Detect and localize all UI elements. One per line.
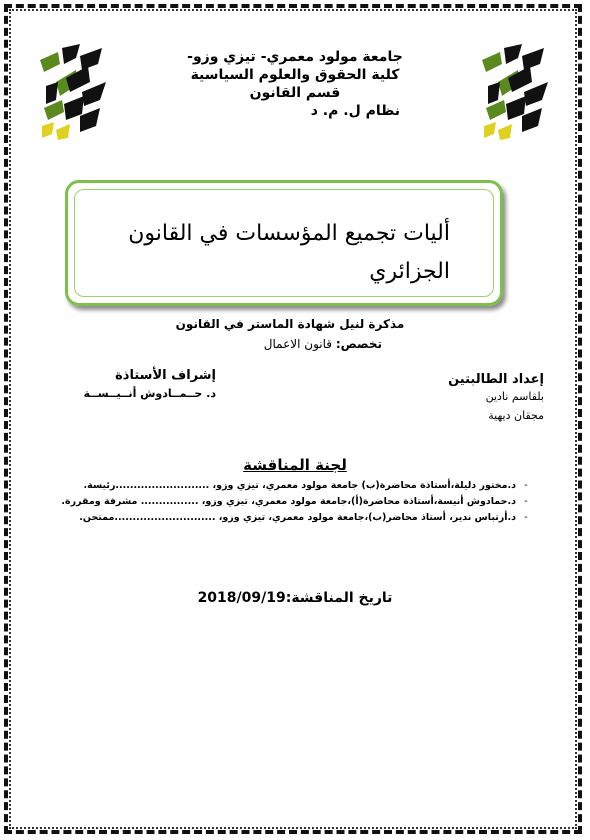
student-name: بلقاسم نادين	[485, 390, 544, 403]
degree-statement: مذكرة لنيل شهادة الماستر في القانون	[175, 317, 405, 331]
list-bullet: -	[524, 512, 528, 523]
list-item	[46, 494, 536, 510]
defense-date: تاريخ المناقشة:2018/09/19	[197, 590, 393, 606]
institution-header	[150, 48, 440, 120]
committee-member: د.مختور دليلة،أستاذة محاضرة(ب) جامعة مولود معمري، تيزي وزو، ..........................رئيسة.	[83, 480, 516, 491]
students-block	[384, 372, 544, 425]
university-emblem-icon	[36, 42, 114, 142]
specialty-line	[150, 337, 382, 351]
department-name: قسم القانون	[249, 85, 341, 101]
student-name: مجقان ديهية	[488, 409, 544, 422]
university-emblem-icon	[478, 42, 556, 142]
list-bullet: -	[524, 496, 528, 507]
list-item	[46, 510, 536, 526]
thesis-title: أليات تجميع المؤسسات في القانون الجزائري	[128, 221, 450, 284]
supervisor-block	[70, 368, 216, 400]
list-item	[46, 478, 536, 494]
supervisor-name: د. حــمــادوش أنــيــســة	[83, 387, 216, 400]
committee-member: د.أرتباس ندير، أستاذ محاضر(ب)،جامعة مولود معمري، تيزي وزو، ............................ممتحن.	[79, 512, 516, 523]
list-bullet: -	[524, 480, 528, 491]
faculty-name: كلية الحقوق والعلوم السياسية	[190, 67, 400, 83]
students-heading: إعداد الطالبتين	[448, 372, 544, 387]
committee-member: د.حمادوش أنيسة،أستاذة محاضرة(أ)،جامعة مولود معمري، تيزي وزو، ................ مشرفة ومقررة.	[61, 496, 516, 507]
specialty-label: تخصص:	[335, 337, 382, 351]
committee-list	[46, 478, 536, 526]
specialty-value: قانون الاعمال	[263, 337, 333, 351]
committee-heading-text: لجنة المناقشة	[243, 456, 347, 474]
committee-heading	[180, 456, 410, 474]
supervisor-heading: إشراف الأستاذة	[115, 368, 216, 383]
university-name: جامعة مولود معمري- تيزي وزو-	[187, 49, 403, 65]
lmd-system: نظام ل. م. د	[310, 103, 400, 119]
